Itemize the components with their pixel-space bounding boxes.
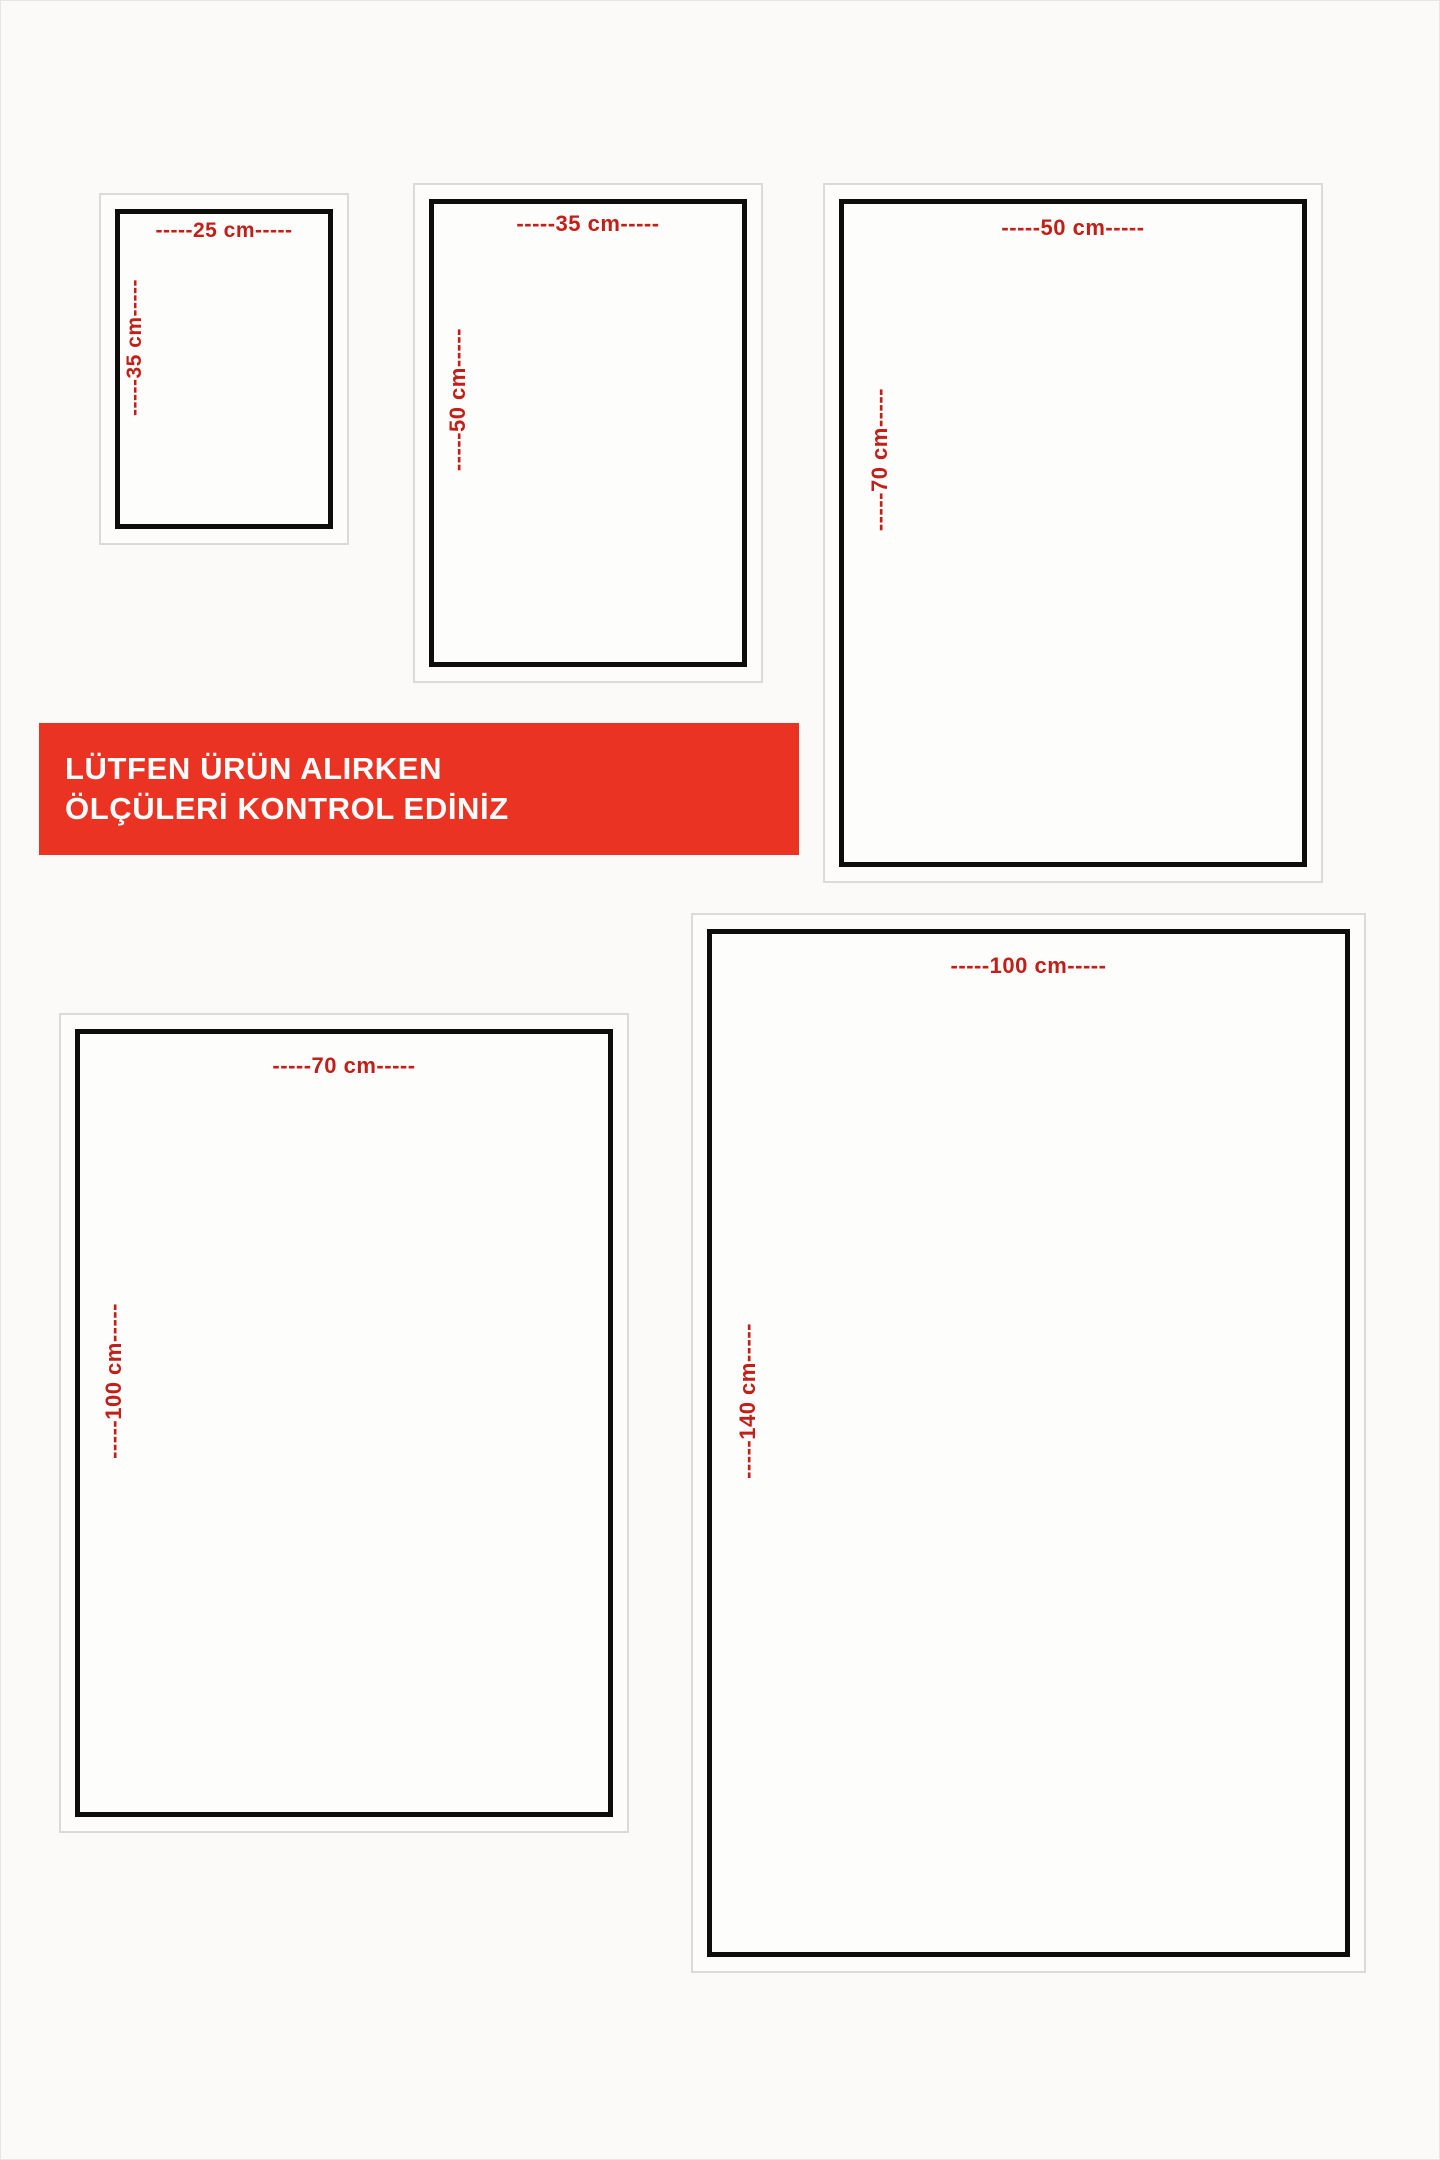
height-label-50cm: -----50 cm----- — [445, 328, 470, 472]
height-label-70cm: -----70 cm----- — [867, 388, 892, 532]
width-label-70cm: -----70 cm----- — [272, 1053, 416, 1078]
size-frame-inner — [75, 1029, 613, 1817]
width-label-100cm: -----100 cm----- — [950, 953, 1107, 978]
warning-banner — [39, 723, 799, 855]
height-label-100cm: -----100 cm----- — [101, 1303, 126, 1459]
height-label-35cm: -----35 cm----- — [123, 279, 146, 416]
size-frame-inner — [429, 199, 747, 667]
width-label-35cm: -----35 cm----- — [516, 211, 660, 236]
warning-line-2: ÖLÇÜLERİ KONTROL EDİNİZ — [65, 791, 509, 826]
height-label-140cm: -----140 cm----- — [735, 1323, 760, 1479]
width-label-50cm: -----50 cm----- — [1001, 215, 1145, 240]
size-frame-inner — [115, 209, 333, 529]
size-frame-25x35 — [99, 193, 349, 545]
size-frame-35x50 — [413, 183, 763, 683]
size-frame-inner — [707, 929, 1350, 1957]
size-frame-100x140 — [691, 913, 1366, 1973]
warning-line-1: LÜTFEN ÜRÜN ALIRKEN — [65, 750, 443, 786]
size-frame-70x100 — [59, 1013, 629, 1833]
size-frame-inner — [839, 199, 1307, 867]
size-frame-50x70 — [823, 183, 1323, 883]
width-label-25cm: -----25 cm----- — [155, 219, 293, 242]
